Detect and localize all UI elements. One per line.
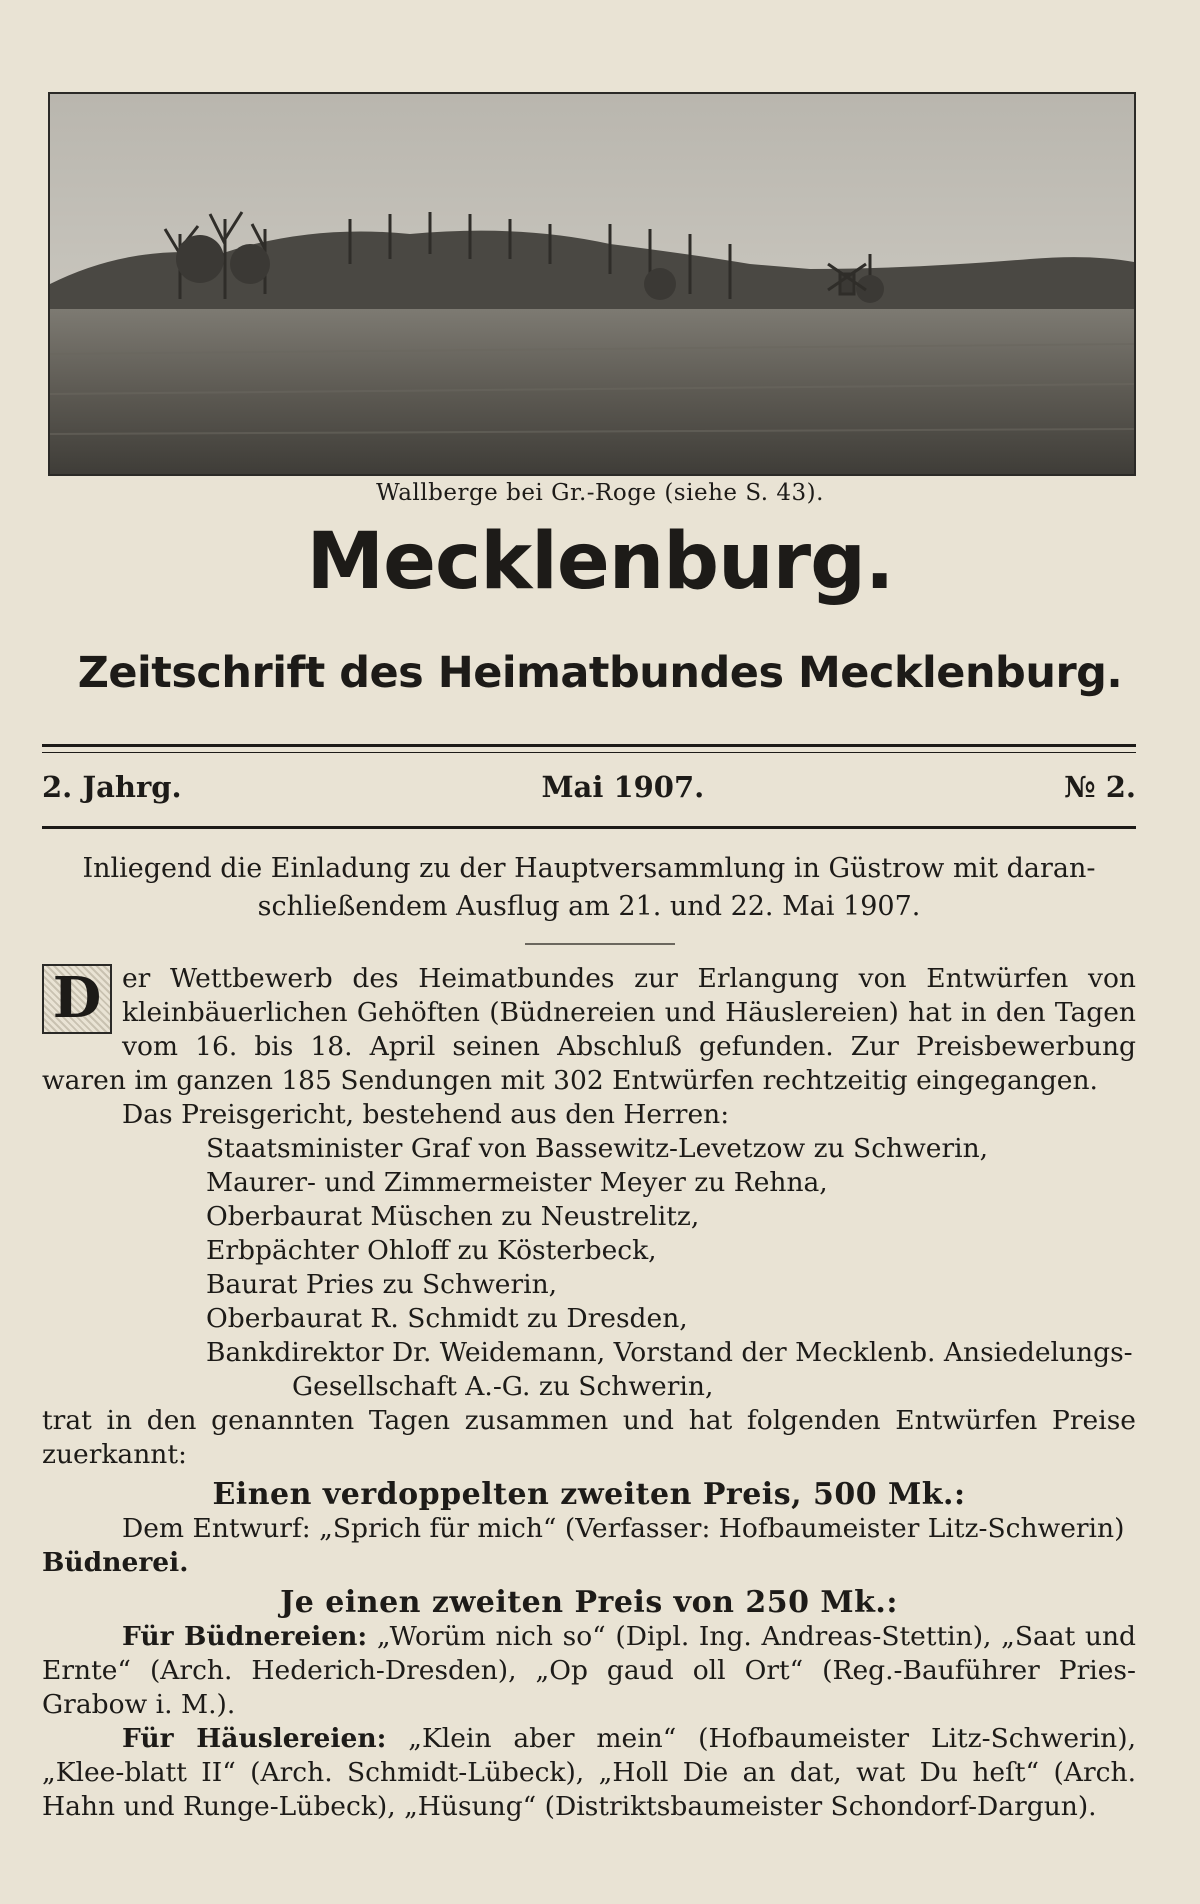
article-intro-text: er Wettbewerb des Heimatbundes zur Erlangung von Entwürfen von kleinbäuerlichen Gehöften (Büdnereien und Häuslereien) hat in den Tagen vom 16. bis 18. April seinen Abschluß gefunden. Zur Preisbewerbung waren im ganzen 185 Sendungen mit 302 Entwürfen rechtzeitig eingegangen. <box>42 963 1136 1096</box>
jury-member: Maurer- und Zimmermeister Meyer zu Rehna, <box>206 1167 828 1198</box>
notice-line-1: Inliegend die Einladung zu der Hauptversammlung in Güstrow mit daran- <box>82 853 1096 884</box>
photo-caption: Wallberge bei Gr.-Roge (siehe S. 43). <box>376 480 824 506</box>
landscape-image <box>50 94 1134 474</box>
bottom-rule <box>42 826 1136 829</box>
jury-outro: trat in den genannten Tagen zusammen und hat folgenden Entwürfen Preise zuerkannt: <box>42 1405 1136 1470</box>
notice <box>42 850 1136 926</box>
dropcap: D <box>42 964 112 1034</box>
prize1-text: Dem Entwurf: „Sprich für mich“ (Verfasser: Hofbaumeister Litz-Schwerin) <box>122 1513 1125 1544</box>
jury-member: Bankdirektor Dr. Weidemann, Vorstand der Mecklenb. Ansiedelungs- <box>206 1337 1133 1368</box>
top-rule-thin <box>42 752 1136 753</box>
issue-year: 2. Jahrg. <box>42 770 182 804</box>
jury-list <box>42 1132 1136 1370</box>
prize2-buednereien <box>42 1620 1136 1722</box>
article-intro <box>42 962 1136 1098</box>
prize2-buednereien-label: Für Büdnereien: <box>122 1621 368 1652</box>
issue-number: № 2. <box>1064 770 1136 804</box>
landscape-photo <box>48 92 1136 476</box>
prize2-haeuslereien-label: Für Häuslereien: <box>122 1723 387 1754</box>
masthead-subtitle: Zeitschrift des Heimatbundes Mecklenburg. <box>77 648 1123 698</box>
prize1-type: Büdnerei. <box>42 1547 189 1578</box>
jury-member: Baurat Pries zu Schwerin, <box>206 1269 558 1300</box>
prize2-buednereien-text: „Worüm nich so“ (Dipl. Ing. Andreas-Stettin), „Saat und Ernte“ (Arch. Hederich-Dresden), „Op gaud oll Ort“ (Reg.-Bauführer Pries-Grabow i. M.). <box>42 1621 1136 1720</box>
jury-member-cont: Gesellschaft A.-G. zu Schwerin, <box>292 1371 714 1402</box>
prize1-heading: Einen verdoppelten zweiten Preis, 500 Mk.: <box>212 1477 966 1512</box>
issue-date: Mai 1907. <box>541 770 705 804</box>
article <box>42 962 1136 1824</box>
jury-member: Oberbaurat Müschen zu Neustrelitz, <box>206 1201 700 1232</box>
jury-member: Staatsminister Graf von Bassewitz-Levetzow zu Schwerin, <box>206 1133 989 1164</box>
prize2-haeuslereien-text: „Klein aber mein“ (Hofbaumeister Litz-Schwerin), „Klee-blatt II“ (Arch. Schmidt-Lübeck), „Holl Die an dat, wat Du heſt“ (Arch. Hahn und Runge-Lübeck), „Hüsung“ (Distriktsbaumeister Schondorf-Dargun). <box>42 1723 1137 1822</box>
jury-member: Oberbaurat R. Schmidt zu Dresden, <box>206 1303 688 1334</box>
prize2-haeuslereien <box>42 1722 1136 1824</box>
top-rule <box>42 744 1136 747</box>
jury-intro: Das Preisgericht, bestehend aus den Herren: <box>122 1099 730 1130</box>
jury-member: Erbpächter Ohloff zu Kösterbeck, <box>206 1235 657 1266</box>
prize2-heading: Je einen zweiten Preis von 250 Mk.: <box>280 1585 898 1620</box>
masthead-title: Mecklenburg. <box>306 517 894 607</box>
notice-line-2: schließendem Ausflug am 21. und 22. Mai 1907. <box>257 891 921 922</box>
separator <box>525 943 675 945</box>
issue-info <box>42 770 1136 804</box>
